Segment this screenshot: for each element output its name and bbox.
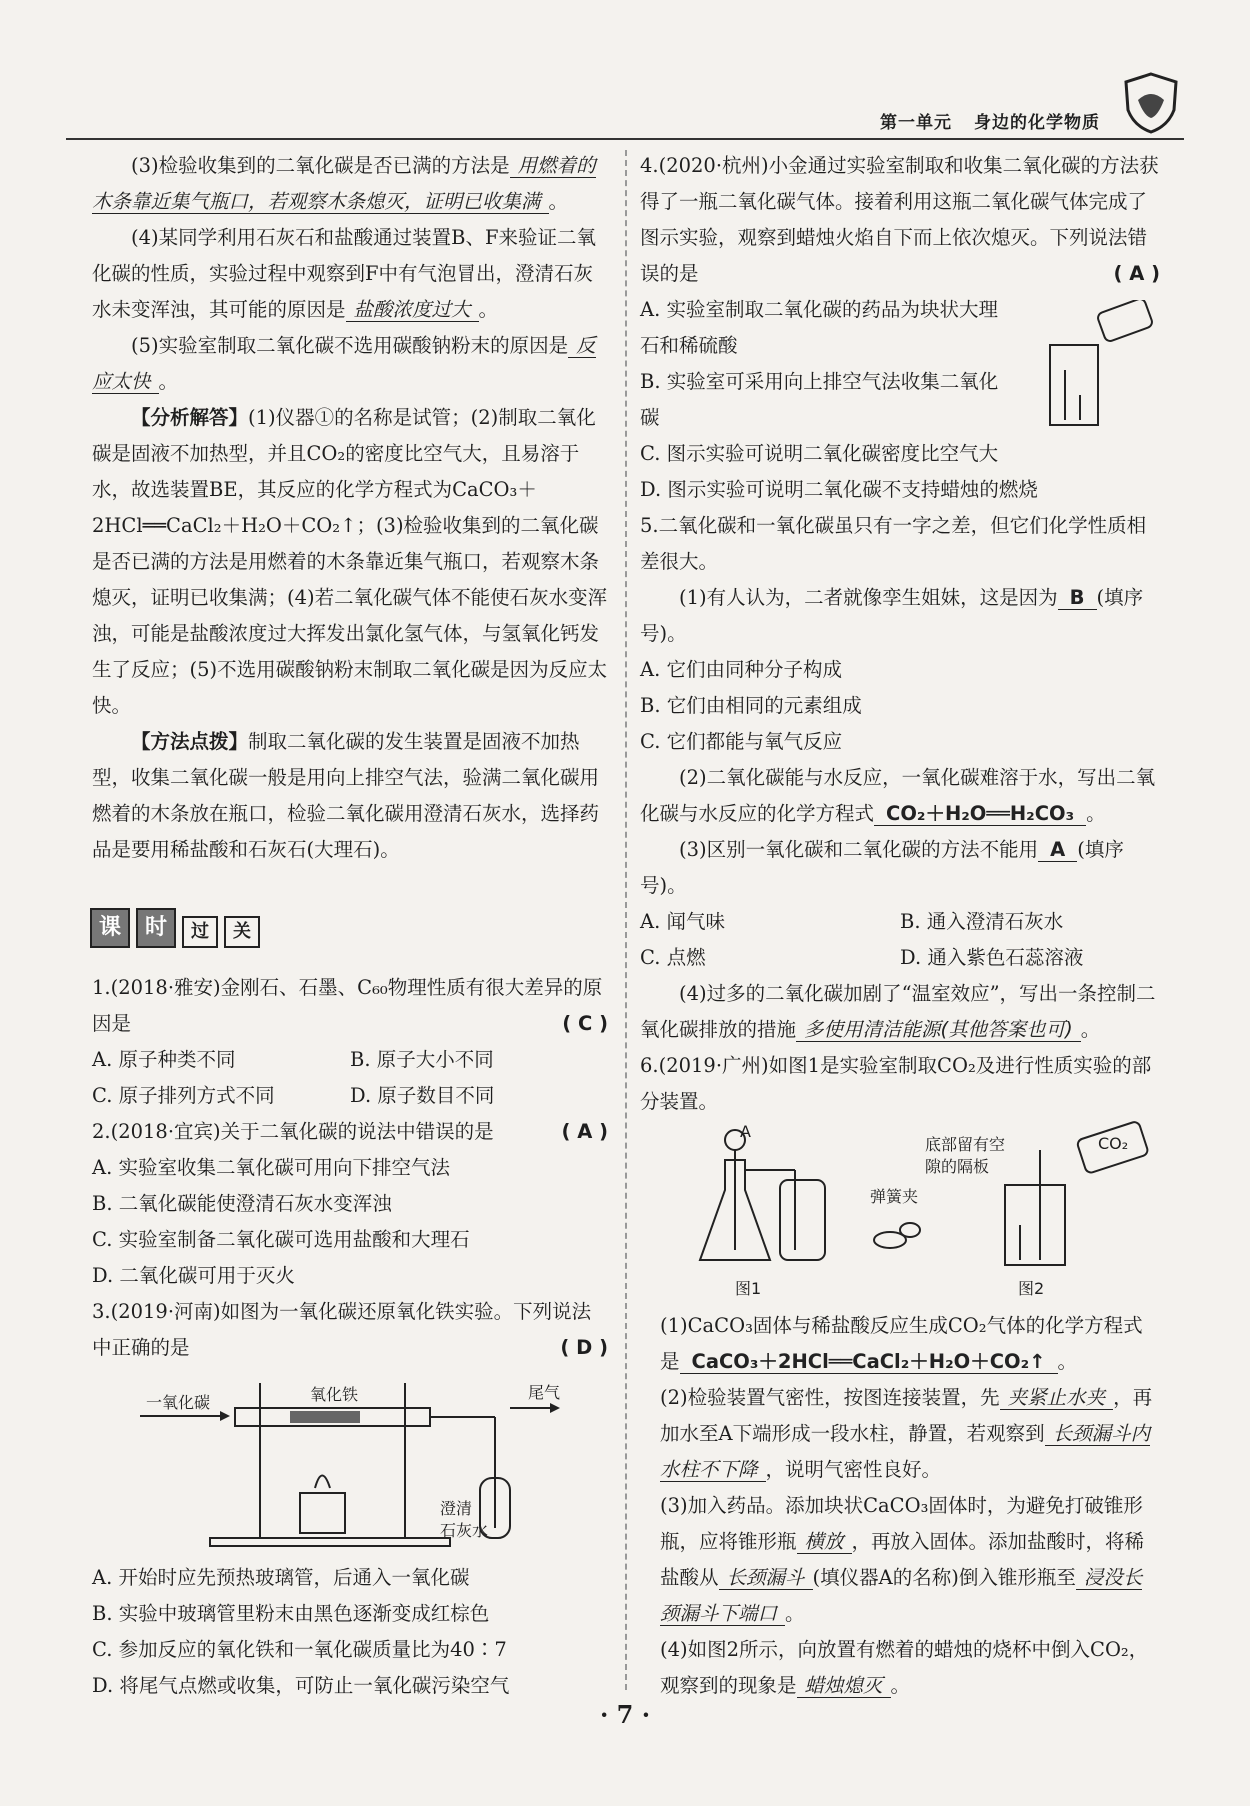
unit-title: 身边的化学物质 (974, 113, 1100, 133)
right-column-bottom (660, 1308, 1160, 1704)
p5-1-option-c: C. 它们都能与氧气反应 (640, 730, 843, 753)
label-spring-clip: 弹簧夹 (870, 1187, 919, 1206)
p6-4: (4)如图2所示，向放置有燃着的蜡烛的烧杯中倒入CO₂，观察到的现象是 蜡烛熄灭 。 (660, 1638, 1149, 1697)
q3-text: (3)检验收集到的二氧化碳是否已满的方法是 用燃着的木条靠近集气瓶口，若观察木条熄灭，证明已收集满 。 (92, 154, 596, 213)
section-title-boxes (90, 908, 266, 948)
p3-option-c: C. 参加反应的氧化铁和一氧化碳质量比为40∶7 (92, 1638, 507, 1661)
method-paragraph: 【方法点拨】制取二氧化碳的发生装置是固液不加热型，收集二氧化碳一般是用向上排空气法，验满二氧化碳用燃着的木条放在瓶口，检验二氧化碳用澄清石灰水，选择药品是要用稀盐酸和石灰石(大理石)。 (92, 730, 600, 861)
left-column (92, 148, 608, 868)
p5-2: (2)二氧化碳能与水反应，一氧化碳难溶于水，写出二氧化碳与水反应的化学方程式 CO₂＋H₂O══H₂CO₃ 。 (640, 766, 1156, 825)
p4-option-b: B. 实验室可采用向上排空气法收集二氧化碳 (640, 370, 999, 429)
section-char-3: 过 (182, 916, 218, 948)
p6-stem: 6.(2019·广州)如图1是实验室制取CO₂及进行性质实验的部分装置。 (640, 1054, 1152, 1113)
label-funnel-a: A (740, 1122, 751, 1141)
p1-options-row2: C. 原子排列方式不同 D. 原子数目不同 (92, 1084, 495, 1107)
p3-option-b: B. 实验中玻璃管里粉末由黑色逐渐变成红棕色 (92, 1602, 490, 1625)
label-plate-2: 隙的隔板 (925, 1157, 990, 1176)
p4-stem: 4.(2020·杭州)小金通过实验室制取和收集二氧化碳的方法获得了一瓶二氧化碳气体。接着利用这瓶二氧化碳气体完成了图示实验，观察到蜡烛火焰自下而上依次熄灭。下列说法错误的是 ( A ) (640, 148, 1160, 292)
p3-answer: ( D ) (560, 1336, 608, 1359)
p5-1: (1)有人认为，二者就像孪生姐妹，这是因为 B (填序号)。 (640, 586, 1144, 645)
section-char-2: 时 (136, 908, 176, 948)
p4-option-d: D. 图示实验可说明二氧化碳不支持蜡烛的燃烧 (640, 478, 1038, 501)
page-header (880, 108, 1122, 133)
p2-option-d: D. 二氧化碳可用于灭火 (92, 1264, 295, 1287)
candle-beaker-figure (1040, 300, 1160, 430)
p5-4: (4)过多的二氧化碳加剧了“温室效应”，写出一条控制二氧化碳排放的措施 多使用清洁能源(其他答案也可) 。 (640, 982, 1156, 1041)
p2-option-a: A. 实验室收集二氧化碳可用向下排空气法 (92, 1156, 450, 1179)
page-number: · 7 · (599, 1700, 651, 1729)
p1-options-row1: A. 原子种类不同 B. 原子大小不同 (92, 1048, 494, 1071)
p5-4-answer: 多使用清洁能源(其他答案也可) (796, 1018, 1081, 1042)
p5-3-options-row1: A. 闻气味 B. 通入澄清石灰水 (640, 910, 1064, 933)
co2-apparatus-figure (680, 1120, 1160, 1300)
analysis-tag: 【分析解答】 (131, 406, 249, 429)
q4-text: (4)某同学利用石灰石和盐酸通过装置B、F来验证二氧化碳的性质，实验过程中观察到F中有气泡冒出，澄清石灰水未变浑浊，其可能的原因是 盐酸浓度过大 。 (92, 226, 596, 321)
p5-stem: 5.二氧化碳和一氧化碳虽只有一字之差，但它们化学性质相差很大。 (640, 514, 1147, 573)
p6-2-answer-2: 长颈漏斗内水柱不下降 (660, 1422, 1151, 1481)
co2-apparatus-drawing (680, 1120, 1160, 1300)
figure-2-caption: 图2 (1018, 1279, 1045, 1298)
p4-option-c: C. 图示实验可说明二氧化碳密度比空气大 (640, 442, 999, 465)
p5-1-option-b: B. 它们由相同的元素组成 (640, 694, 862, 717)
p2-stem: 2.(2018·宜宾)关于二氧化碳的说法中错误的是 ( A ) (92, 1114, 608, 1150)
p3-option-d: D. 将尾气点燃或收集，可防止一氧化碳污染空气 (92, 1674, 510, 1697)
label-plate-1: 底部留有空 (925, 1135, 1006, 1154)
p5-1-answer: B (1058, 586, 1097, 610)
shield-logo-icon (1118, 70, 1184, 136)
p6-3-answer-2: 长颈漏斗 (719, 1566, 813, 1590)
p3-stem: 3.(2019·河南)如图为一氧化碳还原氧化铁实验。下列说法中正确的是 ( D ) (92, 1294, 608, 1366)
right-column-top (640, 148, 1160, 1120)
q5-text: (5)实验室制取二氧化碳不选用碳酸钠粉末的原因是 反应太快 。 (92, 334, 596, 393)
header-rule (66, 138, 1184, 140)
label-limewater-2: 石灰水 (440, 1521, 489, 1540)
p4-answer: ( A ) (1113, 262, 1160, 285)
p6-1-answer: CaCO₃＋2HCl══CaCl₂＋H₂O＋CO₂↑ (680, 1350, 1058, 1374)
p1-stem: 1.(2018·雅安)金刚石、石墨、C₆₀物理性质有很大差异的原因是 ( C ) (92, 970, 608, 1042)
q4-answer: 盐酸浓度过大 (346, 298, 479, 322)
p2-option-b: B. 二氧化碳能使澄清石灰水变浑浊 (92, 1192, 392, 1215)
p3-options (92, 1560, 608, 1704)
p6-3: (3)加入药品。添加块状CaCO₃固体时，为避免打破锥形瓶，应将锥形瓶 横放 ，再放入固体。添加盐酸时，将稀盐酸从 长颈漏斗 (填仪器A的名称)倒入锥形瓶至 浸没长颈漏斗下端口 。 (660, 1494, 1145, 1625)
p6-2-answer-1: 夹紧止水夹 (1000, 1386, 1114, 1410)
p5-1-option-a: A. 它们由同种分子构成 (640, 658, 842, 681)
figure-1-caption: 图1 (735, 1279, 762, 1298)
p5-2-answer: CO₂＋H₂O══H₂CO₃ (874, 802, 1086, 826)
p3-option-a: A. 开始时应先预热玻璃管，后通入一氧化碳 (92, 1566, 470, 1589)
method-tag: 【方法点拨】 (131, 730, 249, 753)
p6-3-answer-3: 浸没长颈漏斗下端口 (660, 1566, 1143, 1625)
p1-answer: ( C ) (562, 1012, 608, 1035)
q3-answer: 用燃着的木条靠近集气瓶口，若观察木条熄灭，证明已收集满 (92, 154, 596, 213)
q5-answer: 反应太快 (92, 334, 596, 393)
analysis-paragraph: 【分析解答】(1)仪器①的名称是试管；(2)制取二氧化碳是固液不加热型，并且CO₂的密度比空气大，且易溶于水，故选装置BE，其反应的化学方程式为CaCO₃＋2HCl══CaCl₂＋H₂O＋CO₂↑；(3)检验收集到的二氧化碳是否已满的方法是用燃着的木条靠近集气瓶口，若观察木条熄灭，证明已收集满；(4)若二氧化碳气体不能使石灰水变浑浊，可能是盐酸浓度过大挥发出氯化氢气体，与氢氧化钙发生了反应；(5)不选用碳酸钠粉末制取二氧化碳是因为反应太快。 (92, 406, 608, 717)
p2-answer: ( A ) (561, 1120, 608, 1143)
label-co: 一氧化碳 (146, 1393, 211, 1412)
p5-3-options-row2: C. 点燃 D. 通入紫色石蕊溶液 (640, 946, 1084, 969)
section-char-1: 课 (90, 908, 130, 948)
co-reduction-figure (140, 1378, 580, 1553)
p6-4-answer: 蜡烛熄灭 (797, 1674, 891, 1698)
p6-1: (1)CaCO₃固体与稀盐酸反应生成CO₂气体的化学方程式是 CaCO₃＋2HCl══CaCl₂＋H₂O＋CO₂↑ 。 (660, 1314, 1143, 1373)
p6-2: (2)检验装置气密性，按图连接装置，先 夹紧止水夹 ，再加水至A下端形成一段水柱，静置，若观察到 长颈漏斗内水柱不下降 ，说明气密性良好。 (660, 1386, 1153, 1481)
unit-label: 第一单元 (880, 113, 952, 133)
label-limewater-1: 澄清 (440, 1499, 473, 1518)
section-char-4: 关 (224, 916, 260, 948)
label-co2-bottle: CO₂ (1098, 1134, 1129, 1153)
p5-3-answer: A (1038, 838, 1077, 862)
label-tail-gas: 尾气 (528, 1383, 561, 1402)
label-iron-oxide: 氧化铁 (310, 1385, 359, 1404)
p6-3-answer-1: 横放 (797, 1530, 852, 1554)
p4-option-a: A. 实验室制取二氧化碳的药品为块状大理石和稀硫酸 (640, 298, 998, 357)
p2-option-c: C. 实验室制备二氧化碳可选用盐酸和大理石 (92, 1228, 470, 1251)
column-divider (625, 150, 627, 1690)
left-questions (92, 970, 608, 1366)
p5-3: (3)区别一氧化碳和二氧化碳的方法不能用 A (填序号)。 (640, 838, 1124, 897)
